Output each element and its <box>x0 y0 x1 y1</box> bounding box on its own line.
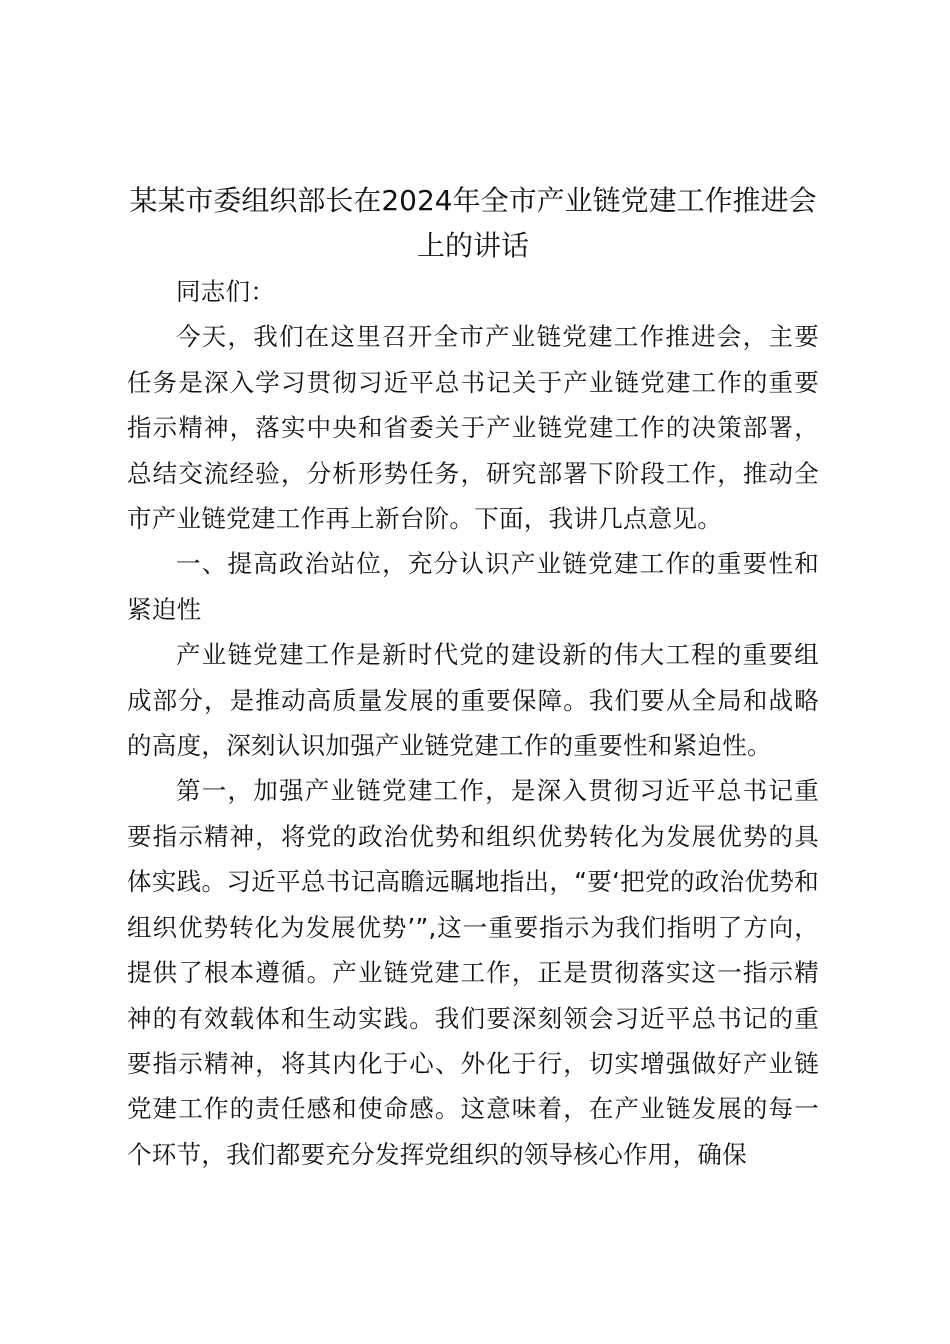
section-heading-1: 一、提高政治站位，充分认识产业链党建工作的重要性和紧迫性 <box>127 549 819 624</box>
paragraph-point-1: 第一，加强产业链党建工作，是深入贯彻习近平总书记重要指示精神，将党的政治优势和组织优势转化为发展优势的具体实践。习近平总书记高瞻远瞩地指出，“要‘把党的政治优势和组织优势转化为发展优势’”,这一重要指示为我们指明了方向，提供了根本遵循。产业链党建工作，正是贯彻落实这一指示精神的有效载体和生动实践。我们要深刻领会习近平总书记的重要指示精神，将其内化于心、外化于行，切实增强做好产业链党建工作的责任感和使命感。这意味着，在产业链发展的每一个环节，我们都要充分发挥党组织的领导核心作用，确保 <box>127 776 819 1169</box>
document-page <box>127 178 819 1177</box>
salutation: 同志们： <box>176 277 276 306</box>
paragraph-opening: 今天，我们在这里召开全市产业链党建工作推进会，主要任务是深入学习贯彻习近平总书记关于产业链党建工作的重要指示精神，落实中央和省委关于产业链党建工作的决策部署，总结交流经验，分析形势任务，研究部署下阶段工作，推动全市产业链党建工作再上新台阶。下面，我讲几点意见。 <box>127 322 819 534</box>
paragraph-importance: 产业链党建工作是新时代党的建设新的伟大工程的重要组成部分，是推动高质量发展的重要保障。我们要从全局和战略的高度，深刻认识加强产业链党建工作的重要性和紧迫性。 <box>127 640 819 761</box>
document-title: 某某市委组织部长在2024年全市产业链党建工作推进会上的讲话 <box>129 184 817 262</box>
